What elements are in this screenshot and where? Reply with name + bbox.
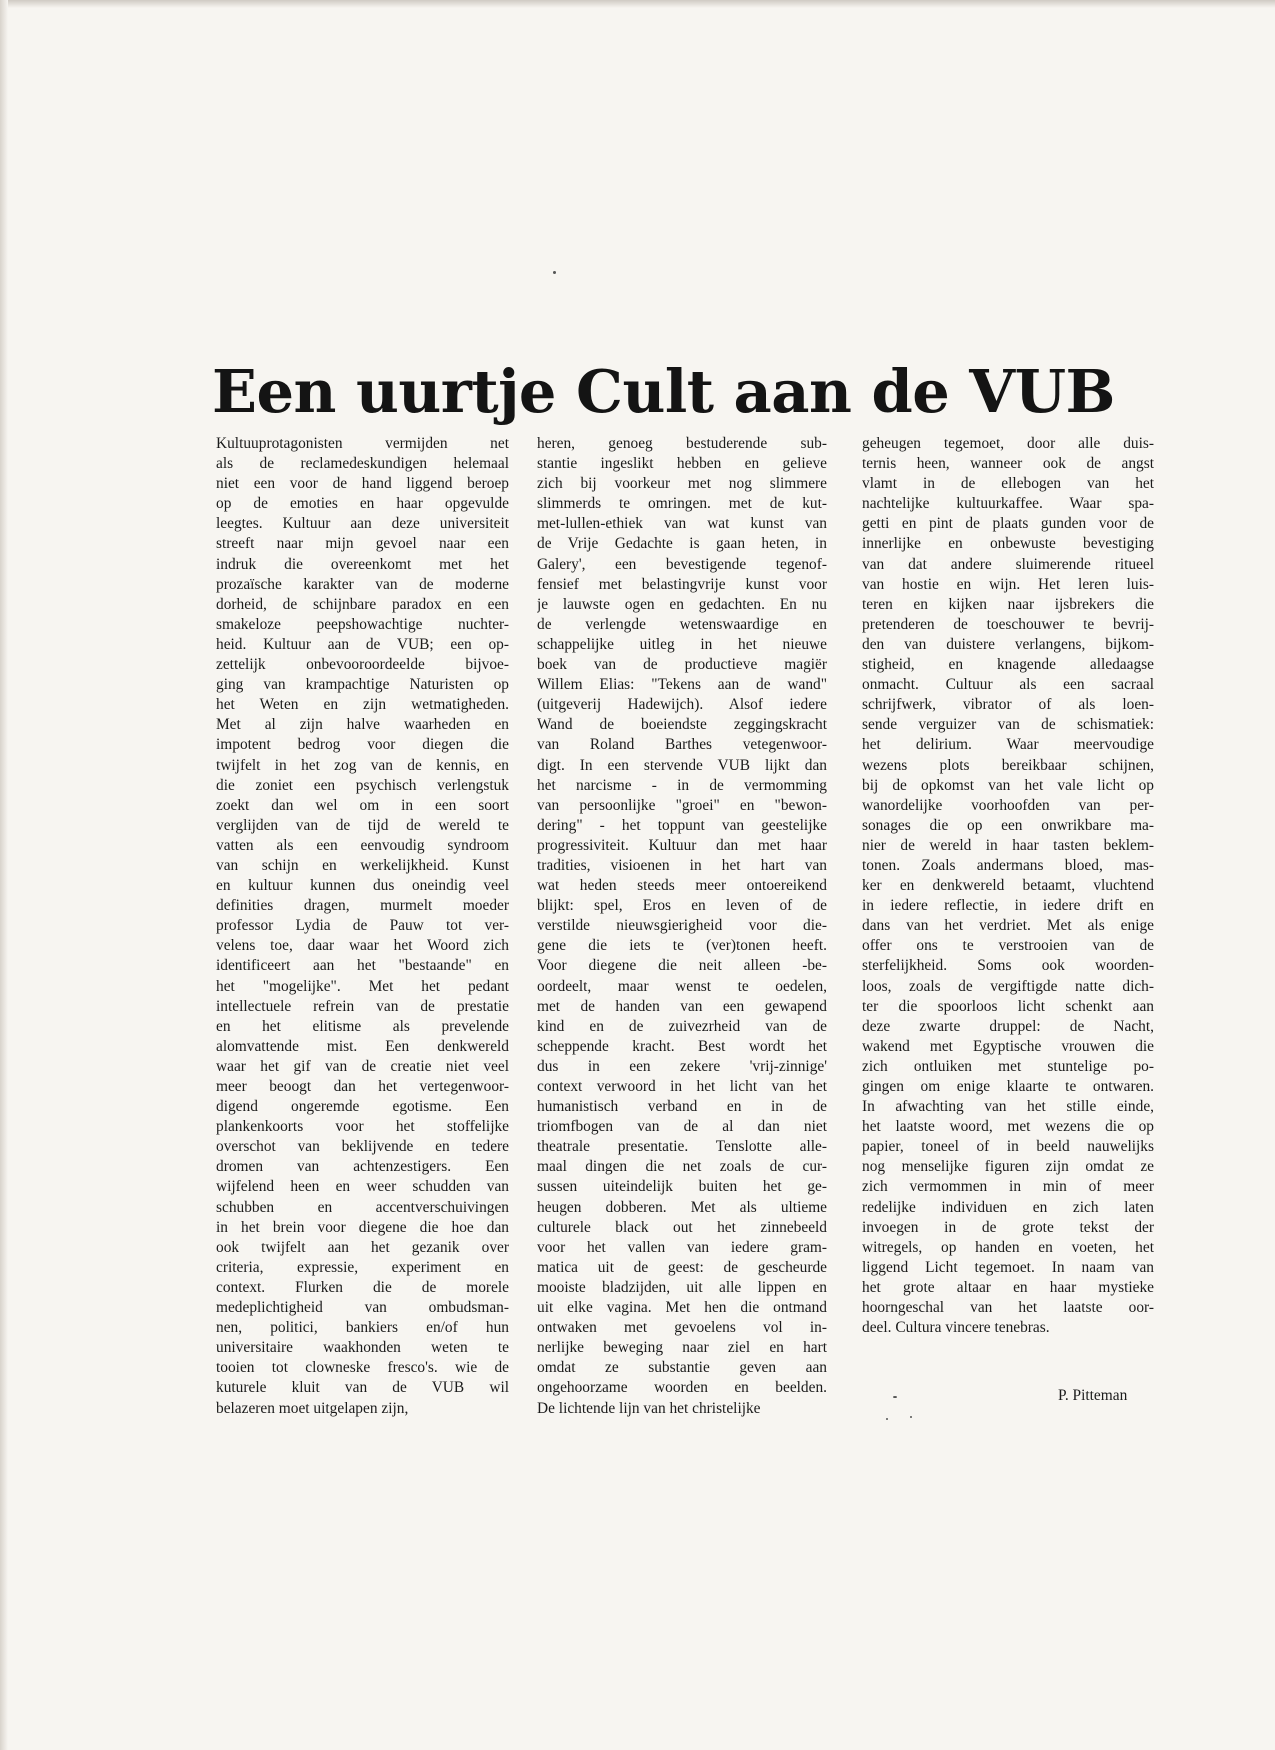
article-line: omdat ze substantie geven aan [537, 1359, 827, 1377]
article-line: het narcisme - in de vermomming [537, 776, 827, 794]
author-signature: P. Pitteman [1058, 1387, 1128, 1404]
article-line: wanordelijke voorhoofden van per- [862, 796, 1154, 814]
article-line: ter die spoorloos licht schenkt aan [862, 997, 1154, 1015]
article-line: verglijden van de tijd de wereld te [216, 816, 509, 834]
article-line: het Weten en zijn wetmatigheden. [216, 696, 509, 714]
article-line: ternis heen, wanneer ook de angst [862, 455, 1154, 473]
article-line: de verlengde wetenswaardige en [537, 615, 827, 633]
article-line: niet een voor de hand liggend beroep [216, 475, 509, 493]
article-line: uit elke vagina. Met hen die ontmand [537, 1299, 827, 1317]
article-line: leegtes. Kultuur aan deze universiteit [216, 515, 509, 533]
article-line: dromen van achtenzestigers. Een [216, 1158, 509, 1176]
article-line: van dat andere sluimerende ritueel [862, 555, 1154, 573]
article-line: hoorngeschal van het laatste oor- [862, 1299, 1154, 1317]
article-line: als de reclamedeskundigen helemaal [216, 455, 509, 473]
article-line: op de emoties en haar opgevulde [216, 495, 509, 513]
article-line: vlamt in de ellebogen van het [862, 475, 1154, 493]
article-line: criteria, expressie, experiment en [216, 1258, 509, 1276]
article-line: digend ongeremde egotisme. Een [216, 1098, 509, 1116]
article-line: schubben en accentverschuivingen [216, 1198, 509, 1216]
article-line: dorheid, de schijnbare paradox en een [216, 595, 509, 613]
article-line: heid. Kultuur aan de VUB; een op- [216, 635, 509, 653]
article-line: digt. In een stervende VUB lijkt dan [537, 756, 827, 774]
article-line: gene die iets te (ver)tonen heeft. [537, 937, 827, 955]
article-line: onmacht. Cultuur als een sacraal [862, 676, 1154, 694]
article-line: getti en pint de plaats gunden voor de [862, 515, 1154, 533]
article-line: papier, toneel of in beeld nauwelijks [862, 1138, 1154, 1156]
page-shadow-left [0, 0, 8, 1750]
article-line: verstilde nieuwsgierigheid voor die- [537, 917, 827, 935]
article-line: zich bij voorkeur met nog slimmere [537, 475, 827, 493]
article-line: theatrale presentatie. Tenslotte alle- [537, 1138, 827, 1156]
article-line: schappelijke uitleg in het nieuwe [537, 635, 827, 653]
article-line: dans van het verdriet. Met als enige [862, 917, 1154, 935]
article-line: zich ontluiken met stuntelige po- [862, 1057, 1154, 1075]
article-line: intellectuele refrein van de prestatie [216, 997, 509, 1015]
article-line: in het brein voor diegene die hoe dan [216, 1218, 509, 1236]
article-line: boek van de productieve magiër [537, 656, 827, 674]
article-line: dus in een zekere 'vrij-zinnige' [537, 1057, 827, 1075]
article-line: fensief met belastingvrije kunst voor [537, 575, 827, 593]
article-line: kuturele kluit van de VUB wil [216, 1379, 509, 1397]
article-line: identificeert aan het "bestaande" en [216, 957, 509, 975]
article-line: witregels, op handen en voeten, het [862, 1238, 1154, 1256]
article-line: ongehoorzame woorden en beelden. [537, 1379, 827, 1397]
article-line: vatten als een eenvoudig syndroom [216, 836, 509, 854]
article-line: nachtelijke kultuurkaffee. Waar spa- [862, 495, 1154, 513]
article-line: impotent bedrog voor diegen die [216, 736, 509, 754]
article-line: ontwaken met gevoelens vol in- [537, 1319, 827, 1337]
article-line: context verwoord in het licht van het [537, 1078, 827, 1095]
article-line: professor Lydia de Pauw tot ver- [216, 917, 509, 935]
article-line: overschot van beklijvende en tedere [216, 1138, 509, 1156]
article-line: zich vermommen in min of meer [862, 1178, 1154, 1196]
article-line: voor het vallen van iedere gram- [537, 1238, 827, 1256]
article-line: nier de wereld in haar tasten beklem- [862, 836, 1154, 854]
article-line: mooiste bladzijden, uit alle lippen en [537, 1278, 827, 1296]
article-line: wat heden steeds meer ontoereikend [537, 877, 827, 895]
article-line: medeplichtigheid van ombudsman- [216, 1299, 509, 1317]
article-line: invoegen in de grote tekst der [862, 1218, 1154, 1236]
scan-speck [893, 1396, 897, 1398]
article-title: Een uurtje Cult aan de VUB [212, 357, 1115, 426]
article-line: meer beoogt dan het vertegenwoor- [216, 1078, 509, 1095]
article-line: sonages die op een onwrikbare ma- [862, 816, 1154, 834]
article-line: Galery', een bevestigende tegenof- [537, 555, 827, 573]
article-line: progressiviteit. Kultuur dan met haar [537, 836, 827, 854]
article-line: geheugen tegemoet, door alle duis- [862, 435, 1154, 452]
article-line: met-lullen-ethiek van wat kunst van [537, 515, 827, 533]
article-line: stantie ingeslikt hebben en gelieve [537, 455, 827, 473]
article-line: heugen dobberen. Met als ultieme [537, 1198, 827, 1216]
article-line: tradities, visioenen in het hart van [537, 856, 827, 874]
article-line: scheppende kracht. Best wordt het [537, 1037, 827, 1055]
article-line: deze zwarte druppel: de Nacht, [862, 1017, 1154, 1035]
article-line: De lichtende lijn van het christelijke [537, 1399, 761, 1417]
article-line: het laatste woord, met wezens die op [862, 1118, 1154, 1136]
article-line: Wand de boeiendste zeggingskracht [537, 716, 827, 734]
article-line: het grote altaar en haar mystieke [862, 1278, 1154, 1296]
article-line: deel. Cultura vincere tenebras. [862, 1319, 1050, 1337]
article-line: streeft naar mijn gevoel naar een [216, 535, 509, 553]
article-line: den van duistere verlangens, bijkom- [862, 635, 1154, 653]
article-line: blijkt: spel, Eros en leven of de [537, 897, 827, 915]
article-line: kind en de zuivezrheid van de [537, 1017, 827, 1035]
article-line: zoekt dan wel om in een soort [216, 796, 509, 814]
article-line: innerlijke en onbewuste bevestiging [862, 535, 1154, 553]
article-line: waar het gif van de creatie niet veel [216, 1057, 509, 1075]
article-line: ker en denkwereld betaamt, vluchtend [862, 877, 1154, 895]
article-line: prozaïsche karakter van de moderne [216, 575, 509, 593]
scan-speck [553, 271, 556, 274]
article-line: ging van krampachtige Naturisten op [216, 676, 509, 694]
article-line: belazeren moet uitgelapen zijn, [216, 1399, 409, 1417]
article-line: met de handen van een gewapend [537, 997, 827, 1015]
article-line: triomfbogen van de al dan niet [537, 1118, 827, 1136]
scan-speck [886, 1418, 888, 1420]
article-line: Voor diegene die neit alleen -be- [537, 957, 827, 975]
article-line: dering" - het toppunt van geestelijke [537, 816, 827, 834]
article-line: loos, zoals de vergiftigde natte dich- [862, 977, 1154, 995]
article-line: liggend Licht tegemoet. In naam van [862, 1258, 1154, 1276]
article-line: de Vrije Gedachte is gaan heten, in [537, 535, 827, 553]
article-line: nerlijke beweging naar ziel en hart [537, 1339, 827, 1357]
article-line: tooien tot clowneske fresco's. wie de [216, 1359, 509, 1377]
article-line: heren, genoeg bestuderende sub- [537, 435, 827, 452]
article-line: redelijke individuen en zich laten [862, 1198, 1154, 1216]
article-line: zettelijk onbevooroordeelde bijvoe- [216, 656, 509, 674]
article-line: pretenderen de toeschouwer te bevrij- [862, 615, 1154, 633]
article-line: plankenkoorts voor het stoffelijke [216, 1118, 509, 1136]
article-column-3 [862, 434, 1154, 1338]
article-line: In afwachting van het stille einde, [862, 1098, 1154, 1116]
article-line: sterfelijkheid. Soms ook woorden- [862, 957, 1154, 975]
article-line: slimmerds te omringen. met de kut- [537, 495, 827, 513]
article-line: velens toe, daar waar het Woord zich [216, 937, 509, 955]
article-line: maal dingen die net zoals de cur- [537, 1158, 827, 1176]
article-line: het "mogelijke". Met het pedant [216, 977, 509, 995]
article-line: van Roland Barthes vetegenwoor- [537, 736, 827, 754]
scan-speck [910, 1416, 912, 1418]
article-line: bij de opkomst van het vale licht op [862, 776, 1154, 794]
article-line: Met al zijn halve waarheden en [216, 716, 509, 734]
article-line: wezens plots bereikbaar schijnen, [862, 756, 1154, 774]
article-line: humanistisch verband en in de [537, 1098, 827, 1116]
article-line: in iedere reflectie, in iedere drift en [862, 897, 1154, 915]
article-line: universitaire waakhonden weten te [216, 1339, 509, 1357]
article-line: sussen uiteindelijk buiten het ge- [537, 1178, 827, 1196]
article-line: oordeelt, maar wenst te oedelen, [537, 977, 827, 995]
article-line: wakend met Egyptische vrouwen die [862, 1037, 1154, 1055]
article-line: je lauwste ogen en gedachten. En nu [537, 595, 827, 613]
article-line: matica uit de geest: de gescheurde [537, 1258, 827, 1276]
article-line: nen, politici, bankiers en/of hun [216, 1319, 509, 1337]
article-line: gingen om enige klaarte te ontwaren. [862, 1078, 1154, 1095]
article-column-1 [216, 434, 509, 1419]
article-line: en kultuur kunnen dus oneindig veel [216, 877, 509, 895]
article-line: Willem Elias: "Tekens aan de wand" [537, 676, 827, 694]
article-line: tonen. Zoals andermans bloed, mas- [862, 856, 1154, 874]
article-line: context. Flurken die de morele [216, 1278, 509, 1296]
article-line: smakeloze peepshowachtige nuchter- [216, 615, 509, 633]
article-line: teren en kijken naar ijsbrekers die [862, 595, 1154, 613]
article-line: offer ons te verstrooien van de [862, 937, 1154, 955]
article-line: van persoonlijke "groei" en "bewon- [537, 796, 827, 814]
article-line: en het elitisme als prevelende [216, 1017, 509, 1035]
article-line: het delirium. Waar meervoudige [862, 736, 1154, 754]
article-line: indruk die overeenkomt met het [216, 555, 509, 573]
article-line: Kultuuprotagonisten vermijden net [216, 435, 509, 452]
article-line: (uitgeverij Hadewijch). Alsof iedere [537, 696, 827, 714]
article-column-2 [537, 434, 827, 1419]
article-line: sende verguizer van de schismatiek: [862, 716, 1154, 734]
page-shadow-top [0, 0, 1275, 8]
article-line: alomvattende mist. Een denkwereld [216, 1037, 509, 1055]
article-line: die zoniet een psychisch verlengstuk [216, 776, 509, 794]
article-line: culturele black out het zinnebeeld [537, 1218, 827, 1236]
article-line: stigheid, en knagende alledaagse [862, 656, 1154, 674]
article-line: definities dragen, murmelt moeder [216, 897, 509, 915]
article-line: wijfelend heen en weer schudden van [216, 1178, 509, 1196]
article-line: ook twijfelt aan het gezanik over [216, 1238, 509, 1256]
article-line: van schijn en werkelijkheid. Kunst [216, 856, 509, 874]
article-line: twijfelt in het zog van de kennis, en [216, 756, 509, 774]
article-line: van hostie en wijn. Het leren luis- [862, 575, 1154, 593]
article-line: nog menselijke figuren zijn omdat ze [862, 1158, 1154, 1176]
article-line: schrijfwerk, vibrator of als loen- [862, 696, 1154, 714]
